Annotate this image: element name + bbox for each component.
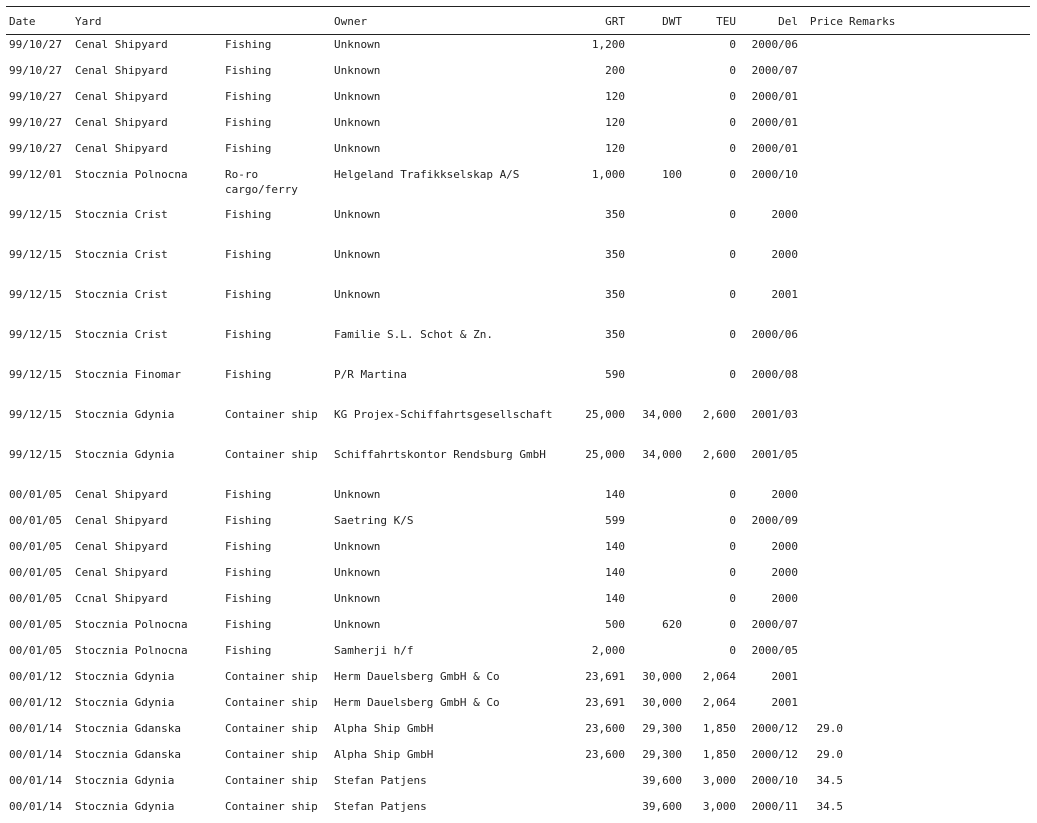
cell-teu: 0 <box>729 592 736 605</box>
cell-price <box>801 113 846 139</box>
table-row <box>6 87 1030 113</box>
cell-remarks <box>846 113 1030 139</box>
cell-del: 2000/12 <box>751 722 798 735</box>
cell-remarks <box>846 35 1030 62</box>
cell-owner: Stefan Patjens <box>334 774 427 787</box>
cell-remarks <box>846 325 1030 365</box>
cell-del: 2000/09 <box>751 514 798 527</box>
cell-price <box>801 667 846 693</box>
table-row <box>6 61 1030 87</box>
cell-del: 2001 <box>771 696 798 709</box>
cell-owner: Unknown <box>334 566 381 579</box>
cell-price: 29.0 <box>816 722 843 735</box>
cell-teu: 0 <box>729 566 736 579</box>
newbuilding-orders-table <box>6 6 1030 823</box>
table-row <box>6 797 1030 823</box>
cell-remarks <box>846 563 1030 589</box>
cell-yard: Stocznia Gdynia <box>75 670 175 683</box>
cell-grt: 200 <box>605 64 625 77</box>
cell-del: 2000 <box>771 248 798 261</box>
cell-grt: 120 <box>605 90 625 103</box>
cell-yard: Cenal Shipyard <box>75 488 168 501</box>
cell-owner: Unknown <box>334 64 381 77</box>
cell-date: 00/01/14 <box>9 800 62 813</box>
cell-owner: Unknown <box>334 248 381 261</box>
cell-dwt <box>628 61 685 87</box>
cell-date: 99/12/15 <box>9 208 62 221</box>
cell-dwt: 620 <box>662 618 682 631</box>
cell-remarks <box>846 745 1030 771</box>
cell-dwt <box>628 35 685 62</box>
cell-teu: 0 <box>729 618 736 631</box>
cell-type: Fishing <box>225 64 272 77</box>
cell-yard: Cenal Shipyard <box>75 540 168 553</box>
cell-date: 00/01/05 <box>9 566 62 579</box>
cell-type: Fishing <box>225 38 272 51</box>
cell-owner: Unknown <box>334 618 381 631</box>
cell-type: Container ship <box>225 408 318 421</box>
cell-yard: Stocznia Gdynia <box>75 696 175 709</box>
cell-teu: 2,064 <box>702 670 736 683</box>
cell-teu: 0 <box>729 540 736 553</box>
cell-yard: Stocznia Polnocna <box>75 168 188 181</box>
cell-type: Fishing <box>225 248 272 261</box>
cell-type: Fishing <box>225 368 272 381</box>
cell-price <box>801 205 846 245</box>
cell-date: 99/12/15 <box>9 448 62 461</box>
cell-grt: 120 <box>605 142 625 155</box>
cell-type: Container ship <box>225 696 318 709</box>
cell-price <box>801 365 846 405</box>
cell-owner: Unknown <box>334 38 381 51</box>
cell-date: 00/01/14 <box>9 774 62 787</box>
cell-dwt: 34,000 <box>642 448 682 461</box>
cell-date: 00/01/05 <box>9 514 62 527</box>
cell-grt: 140 <box>605 592 625 605</box>
cell-type: Container ship <box>225 722 318 735</box>
cell-type: Fishing <box>225 618 272 631</box>
cell-del: 2001 <box>771 670 798 683</box>
cell-dwt: 39,600 <box>642 800 682 813</box>
cell-owner: Unknown <box>334 592 381 605</box>
cell-teu: 0 <box>729 64 736 77</box>
cell-dwt <box>628 325 685 365</box>
table-row <box>6 771 1030 797</box>
cell-price <box>801 641 846 667</box>
cell-dwt <box>628 113 685 139</box>
cell-grt: 23,600 <box>585 748 625 761</box>
cell-grt: 1,200 <box>591 38 625 51</box>
cell-price <box>801 615 846 641</box>
cell-grt: 1,000 <box>591 168 625 181</box>
cell-teu: 0 <box>729 116 736 129</box>
cell-yard: Cenal Shipyard <box>75 142 168 155</box>
table-row <box>6 719 1030 745</box>
header-dwt: DWT <box>628 7 685 35</box>
cell-remarks <box>846 285 1030 325</box>
table-row <box>6 445 1030 485</box>
cell-price <box>801 87 846 113</box>
cell-price <box>801 35 846 62</box>
table-header-row <box>6 7 1030 35</box>
cell-grt <box>569 771 628 797</box>
cell-date: 99/12/15 <box>9 328 62 341</box>
cell-yard: Stocznia Polnocna <box>75 618 188 631</box>
cell-grt: 140 <box>605 566 625 579</box>
cell-date: 99/12/15 <box>9 408 62 421</box>
cell-teu: 0 <box>729 488 736 501</box>
cell-type: Fishing <box>225 208 272 221</box>
cell-date: 00/01/05 <box>9 488 62 501</box>
cell-teu: 0 <box>729 142 736 155</box>
cell-remarks <box>846 139 1030 165</box>
cell-del: 2000/10 <box>751 168 798 181</box>
cell-owner: Schiffahrtskontor Rendsburg GmbH <box>334 448 546 461</box>
cell-price <box>801 285 846 325</box>
cell-del: 2001 <box>771 288 798 301</box>
cell-date: 00/01/12 <box>9 696 62 709</box>
cell-yard: Stocznia Finomar <box>75 368 181 381</box>
cell-del: 2000/07 <box>751 618 798 631</box>
cell-dwt: 100 <box>662 168 682 181</box>
cell-dwt <box>628 365 685 405</box>
cell-dwt: 30,000 <box>642 670 682 683</box>
cell-owner: Saetring K/S <box>334 514 414 527</box>
table-row <box>6 589 1030 615</box>
cell-owner: Unknown <box>334 208 381 221</box>
cell-yard: Cenal Shipyard <box>75 116 168 129</box>
cell-remarks <box>846 511 1030 537</box>
cell-yard: Cenal Shipyard <box>75 38 168 51</box>
cell-grt: 25,000 <box>585 448 625 461</box>
table-row <box>6 285 1030 325</box>
cell-owner: Stefan Patjens <box>334 800 427 813</box>
cell-grt: 350 <box>605 328 625 341</box>
table-row <box>6 35 1030 62</box>
table-row <box>6 615 1030 641</box>
cell-grt: 25,000 <box>585 408 625 421</box>
cell-del: 2001/05 <box>751 448 798 461</box>
cell-grt: 140 <box>605 540 625 553</box>
cell-date: 99/10/27 <box>9 64 62 77</box>
cell-grt: 350 <box>605 288 625 301</box>
cell-price <box>801 563 846 589</box>
cell-del: 2000 <box>771 566 798 579</box>
cell-date: 99/10/27 <box>9 90 62 103</box>
cell-date: 99/10/27 <box>9 142 62 155</box>
cell-price: 34.5 <box>816 774 843 787</box>
cell-owner: Unknown <box>334 142 381 155</box>
cell-owner: Alpha Ship GmbH <box>334 748 434 761</box>
cell-type: Container ship <box>225 774 318 787</box>
cell-yard: Stocznia Crist <box>75 208 168 221</box>
header-teu: TEU <box>685 7 739 35</box>
cell-teu: 2,600 <box>702 408 736 421</box>
cell-owner: Familie S.L. Schot & Zn. <box>334 328 493 341</box>
cell-type: Container ship <box>225 800 318 813</box>
cell-remarks <box>846 445 1030 485</box>
cell-del: 2000/11 <box>751 800 798 813</box>
cell-teu: 0 <box>729 90 736 103</box>
cell-yard: Stocznia Gdynia <box>75 448 175 461</box>
cell-yard: Stocznia Crist <box>75 328 168 341</box>
cell-date: 99/12/15 <box>9 368 62 381</box>
cell-dwt <box>628 285 685 325</box>
table-row <box>6 245 1030 285</box>
cell-remarks <box>846 667 1030 693</box>
cell-dwt <box>628 511 685 537</box>
cell-teu: 0 <box>729 514 736 527</box>
cell-price <box>801 325 846 365</box>
cell-owner: Alpha Ship GmbH <box>334 722 434 735</box>
cell-remarks <box>846 61 1030 87</box>
cell-type: Fishing <box>225 328 272 341</box>
cell-price <box>801 485 846 511</box>
cell-yard: Ccnal Shipyard <box>75 592 168 605</box>
cell-del: 2000/10 <box>751 774 798 787</box>
cell-dwt <box>628 563 685 589</box>
cell-del: 2000/01 <box>751 116 798 129</box>
cell-teu: 0 <box>729 644 736 657</box>
cell-price <box>801 245 846 285</box>
cell-type: Container ship <box>225 670 318 683</box>
cell-yard: Stocznia Crist <box>75 288 168 301</box>
cell-dwt <box>628 245 685 285</box>
cell-del: 2000 <box>771 208 798 221</box>
cell-grt: 2,000 <box>591 644 625 657</box>
header-del: Del <box>739 7 801 35</box>
cell-dwt <box>628 641 685 667</box>
cell-date: 00/01/12 <box>9 670 62 683</box>
cell-del: 2001/03 <box>751 408 798 421</box>
cell-remarks <box>846 615 1030 641</box>
cell-date: 00/01/05 <box>9 618 62 631</box>
cell-yard: Cenal Shipyard <box>75 64 168 77</box>
header-yard: Yard <box>72 7 222 35</box>
cell-teu: 0 <box>729 328 736 341</box>
cell-remarks <box>846 797 1030 823</box>
cell-yard: Cenal Shipyard <box>75 514 168 527</box>
cell-price: 34.5 <box>816 800 843 813</box>
cell-price <box>801 511 846 537</box>
table-row <box>6 139 1030 165</box>
cell-type: Fishing <box>225 514 272 527</box>
cell-teu: 1,850 <box>702 748 736 761</box>
cell-price <box>801 139 846 165</box>
cell-owner: Unknown <box>334 540 381 553</box>
cell-teu: 3,000 <box>702 800 736 813</box>
cell-remarks <box>846 205 1030 245</box>
cell-type: Fishing <box>225 644 272 657</box>
cell-owner: Unknown <box>334 116 381 129</box>
cell-del: 2000/12 <box>751 748 798 761</box>
table-row <box>6 511 1030 537</box>
cell-remarks <box>846 245 1030 285</box>
cell-grt <box>569 797 628 823</box>
cell-date: 00/01/05 <box>9 540 62 553</box>
cell-dwt <box>628 87 685 113</box>
cell-date: 00/01/14 <box>9 722 62 735</box>
cell-date: 99/12/01 <box>9 168 62 181</box>
cell-remarks <box>846 641 1030 667</box>
header-price: Price <box>801 7 846 35</box>
cell-owner: Helgeland Trafikkselskap A/S <box>334 168 520 181</box>
cell-grt: 140 <box>605 488 625 501</box>
table-row <box>6 745 1030 771</box>
header-date: Date <box>6 7 72 35</box>
cell-grt: 23,600 <box>585 722 625 735</box>
cell-price: 29.0 <box>816 748 843 761</box>
cell-yard: Cenal Shipyard <box>75 90 168 103</box>
cell-remarks <box>846 365 1030 405</box>
cell-remarks <box>846 165 1030 205</box>
cell-type: Container ship <box>225 448 318 461</box>
cell-grt: 500 <box>605 618 625 631</box>
cell-grt: 590 <box>605 368 625 381</box>
cell-date: 99/10/27 <box>9 116 62 129</box>
table-row <box>6 325 1030 365</box>
cell-type: Ro-ro cargo/ferry <box>225 168 298 196</box>
cell-remarks <box>846 537 1030 563</box>
cell-date: 99/10/27 <box>9 38 62 51</box>
cell-del: 2000/01 <box>751 142 798 155</box>
cell-yard: Cenal Shipyard <box>75 566 168 579</box>
cell-owner: Herm Dauelsberg GmbH & Co <box>334 696 500 709</box>
cell-owner: Unknown <box>334 488 381 501</box>
cell-remarks <box>846 87 1030 113</box>
cell-teu: 0 <box>729 38 736 51</box>
cell-dwt: 29,300 <box>642 748 682 761</box>
cell-owner: Unknown <box>334 90 381 103</box>
table-row <box>6 485 1030 511</box>
cell-dwt <box>628 485 685 511</box>
cell-yard: Stocznia Gdynia <box>75 408 175 421</box>
cell-type: Fishing <box>225 288 272 301</box>
cell-type: Fishing <box>225 540 272 553</box>
cell-date: 99/12/15 <box>9 248 62 261</box>
cell-remarks <box>846 693 1030 719</box>
cell-dwt <box>628 589 685 615</box>
cell-date: 00/01/05 <box>9 644 62 657</box>
table-row <box>6 563 1030 589</box>
cell-yard: Stocznia Crist <box>75 248 168 261</box>
cell-price <box>801 537 846 563</box>
header-type <box>222 7 331 35</box>
table-row <box>6 205 1030 245</box>
header-owner: Owner <box>331 7 569 35</box>
cell-price <box>801 445 846 485</box>
cell-type: Container ship <box>225 748 318 761</box>
header-remarks: Remarks <box>846 7 1030 35</box>
cell-dwt: 30,000 <box>642 696 682 709</box>
cell-remarks <box>846 485 1030 511</box>
cell-remarks <box>846 589 1030 615</box>
cell-owner: Samherji h/f <box>334 644 414 657</box>
cell-teu: 0 <box>729 288 736 301</box>
cell-date: 99/12/15 <box>9 288 62 301</box>
cell-teu: 3,000 <box>702 774 736 787</box>
cell-del: 2000/06 <box>751 328 798 341</box>
cell-del: 2000 <box>771 592 798 605</box>
table-row <box>6 165 1030 205</box>
cell-dwt: 34,000 <box>642 408 682 421</box>
cell-teu: 0 <box>729 248 736 261</box>
table-row <box>6 405 1030 445</box>
cell-del: 2000 <box>771 540 798 553</box>
cell-type: Fishing <box>225 142 272 155</box>
cell-del: 2000 <box>771 488 798 501</box>
cell-price <box>801 61 846 87</box>
cell-type: Fishing <box>225 90 272 103</box>
cell-remarks <box>846 405 1030 445</box>
cell-grt: 350 <box>605 208 625 221</box>
header-grt: GRT <box>569 7 628 35</box>
cell-teu: 0 <box>729 168 736 181</box>
cell-dwt <box>628 205 685 245</box>
cell-teu: 2,600 <box>702 448 736 461</box>
cell-owner: KG Projex-Schiffahrtsgesellschaft <box>334 408 553 421</box>
cell-grt: 23,691 <box>585 696 625 709</box>
cell-price <box>801 165 846 205</box>
cell-dwt: 29,300 <box>642 722 682 735</box>
cell-del: 2000/06 <box>751 38 798 51</box>
table-row <box>6 113 1030 139</box>
cell-owner: Unknown <box>334 288 381 301</box>
cell-remarks <box>846 719 1030 745</box>
cell-grt: 120 <box>605 116 625 129</box>
cell-dwt <box>628 537 685 563</box>
cell-type: Fishing <box>225 566 272 579</box>
cell-owner: Herm Dauelsberg GmbH & Co <box>334 670 500 683</box>
cell-date: 00/01/05 <box>9 592 62 605</box>
cell-teu: 0 <box>729 368 736 381</box>
table-row <box>6 537 1030 563</box>
cell-grt: 23,691 <box>585 670 625 683</box>
table-row <box>6 667 1030 693</box>
cell-grt: 350 <box>605 248 625 261</box>
cell-price <box>801 405 846 445</box>
cell-type: Fishing <box>225 488 272 501</box>
cell-del: 2000/05 <box>751 644 798 657</box>
table-row <box>6 641 1030 667</box>
cell-yard: Stocznia Gdynia <box>75 800 175 813</box>
cell-type: Fishing <box>225 116 272 129</box>
cell-remarks <box>846 771 1030 797</box>
cell-yard: Stocznia Gdanska <box>75 748 181 761</box>
cell-teu: 0 <box>729 208 736 221</box>
cell-yard: Stocznia Gdanska <box>75 722 181 735</box>
cell-yard: Stocznia Gdynia <box>75 774 175 787</box>
cell-type: Fishing <box>225 592 272 605</box>
cell-dwt: 39,600 <box>642 774 682 787</box>
cell-del: 2000/01 <box>751 90 798 103</box>
cell-teu: 2,064 <box>702 696 736 709</box>
cell-price <box>801 693 846 719</box>
cell-dwt <box>628 139 685 165</box>
cell-grt: 599 <box>605 514 625 527</box>
cell-date: 00/01/14 <box>9 748 62 761</box>
cell-del: 2000/08 <box>751 368 798 381</box>
cell-del: 2000/07 <box>751 64 798 77</box>
cell-owner: P/R Martina <box>334 368 407 381</box>
table-row <box>6 693 1030 719</box>
cell-yard: Stocznia Polnocna <box>75 644 188 657</box>
cell-price <box>801 589 846 615</box>
cell-teu: 1,850 <box>702 722 736 735</box>
table-row <box>6 365 1030 405</box>
